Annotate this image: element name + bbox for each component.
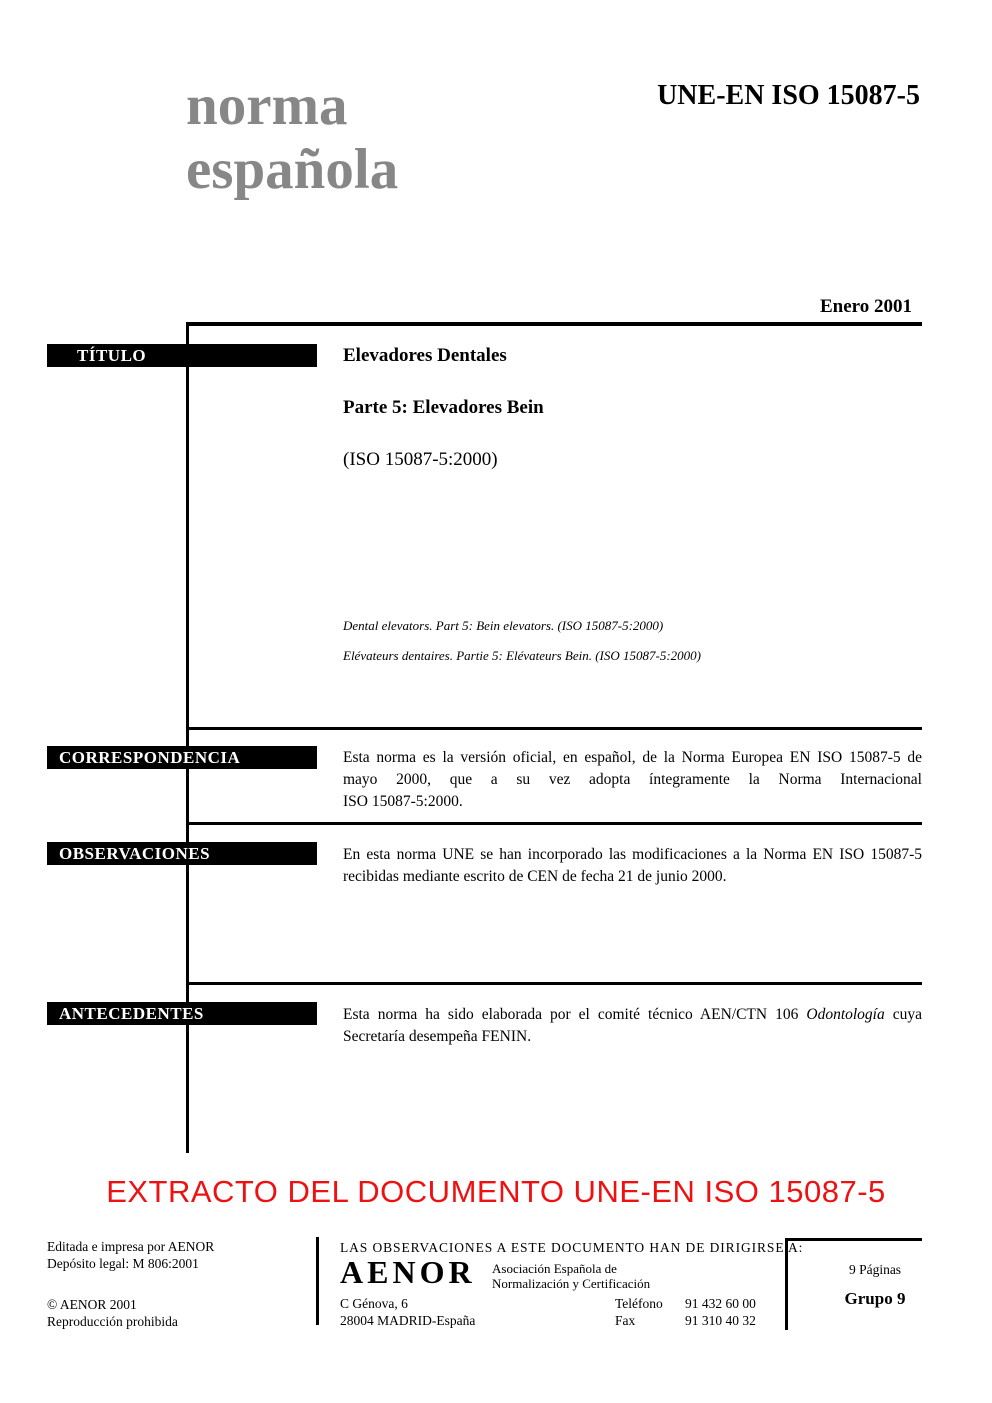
- correspondencia-text-line2: mayo 2000, que a su vez adopta íntegramente la Norma Internacional: [343, 771, 922, 788]
- correspondencia-label: CORRESPONDENCIA: [47, 746, 317, 769]
- document-code: UNE-EN ISO 15087-5: [657, 80, 920, 111]
- correspondencia-text-line3: ISO 15087-5:2000.: [343, 793, 463, 810]
- correspondencia-text: [343, 747, 922, 813]
- footer-fax-value: 91 310 40 32: [685, 1313, 756, 1328]
- footer-observations-notice: LAS OBSERVACIONES A ESTE DOCUMENTO HAN DE DIRIGIRSE A:: [340, 1240, 804, 1255]
- antecedentes-text-before: Esta norma ha sido elaborada por el comité técnico AEN/CTN 106: [343, 1006, 799, 1023]
- issue-date: Enero 2001: [819, 296, 912, 317]
- antecedentes-text: [343, 1004, 922, 1048]
- antecedentes-text-line2: Secretaría desempeña FENIN.: [343, 1028, 532, 1045]
- footer-group-number: Grupo 9: [844, 1289, 906, 1308]
- title-translation-french: Elévateurs dentaires. Partie 5: Elévateurs Bein. (ISO 15087-5:2000): [343, 648, 702, 663]
- titulo-label: TÍTULO: [47, 344, 317, 367]
- vertical-rule: [186, 322, 189, 1153]
- brand-logo-line1: norma: [186, 74, 348, 137]
- footer-phone-label: Teléfono: [615, 1296, 663, 1311]
- observaciones-text-line1: En esta norma UNE se han incorporado las modificaciones a la Norma EN ISO 15087-5: [343, 846, 922, 863]
- footer-page-count: 9 Páginas: [848, 1262, 902, 1277]
- footer-fax-label: Fax: [615, 1313, 636, 1328]
- extract-banner: EXTRACTO DEL DOCUMENTO UNE-EN ISO 15087-5: [106, 1174, 886, 1209]
- aenor-logo: AENOR: [340, 1254, 476, 1290]
- brand-logo-line2: española: [186, 138, 399, 201]
- footer-printed-by: Editada e impresa por AENOR: [47, 1239, 215, 1254]
- antecedentes-committee-name: Odontología: [806, 1006, 885, 1023]
- observaciones-text: [343, 844, 922, 888]
- brand-logo: [186, 74, 398, 202]
- footer-address-street: C Génova, 6: [340, 1296, 408, 1311]
- aenor-description-line2: Normalización y Certificación: [492, 1276, 651, 1291]
- correspondencia-rule: [186, 727, 922, 730]
- observaciones-label: OBSERVACIONES: [47, 842, 317, 865]
- antecedentes-label: ANTECEDENTES: [47, 1002, 317, 1025]
- footer-phone-value: 91 432 60 00: [685, 1296, 756, 1311]
- footer-reproduction-notice: Reproducción prohibida: [47, 1314, 178, 1329]
- aenor-description-line1: Asociación Española de: [492, 1261, 617, 1276]
- title-iso-reference: (ISO 15087-5:2000): [343, 449, 498, 470]
- observaciones-text-line2: recibidas mediante escrito de CEN de fecha 21 de junio 2000.: [343, 868, 727, 885]
- aenor-description: [492, 1261, 650, 1291]
- title-line-1: Elevadores Dentales: [343, 345, 507, 366]
- antecedentes-rule: [186, 982, 922, 985]
- footer-legal-deposit: Depósito legal: M 806:2001: [47, 1256, 199, 1271]
- antecedentes-text-after: cuya: [892, 1006, 923, 1023]
- footer-address-city: 28004 MADRID-España: [340, 1313, 476, 1328]
- footer-copyright: © AENOR 2001: [47, 1297, 137, 1312]
- antecedentes-text-line1: [343, 1004, 922, 1026]
- title-line-2: Parte 5: Elevadores Bein: [343, 397, 544, 418]
- header-rule: [186, 322, 922, 326]
- footer-divider: [316, 1237, 319, 1325]
- footer-group-box-top-border: [785, 1238, 922, 1241]
- correspondencia-text-line1: Esta norma es la versión oficial, en español, de la Norma Europea EN ISO 15087-5 de: [343, 749, 922, 766]
- title-translation-english: Dental elevators. Part 5: Bein elevators. (ISO 15087-5:2000): [343, 618, 664, 633]
- observaciones-rule: [186, 822, 922, 825]
